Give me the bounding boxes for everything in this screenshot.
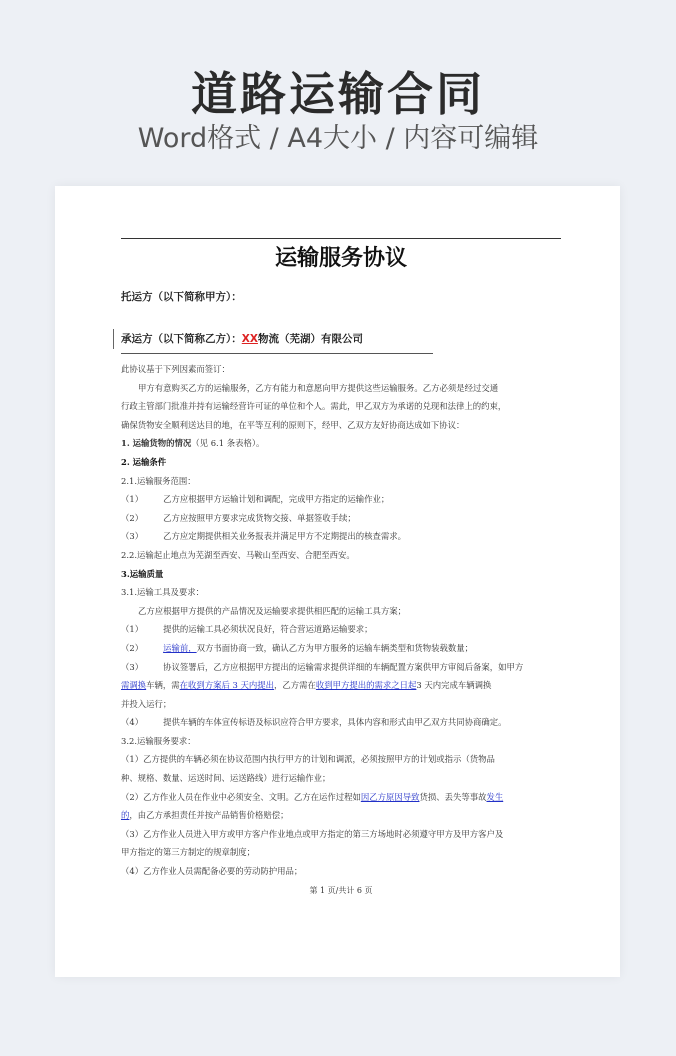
paragraph-line: 2.1.运输服务范围： (121, 475, 196, 486)
list-item (121, 509, 561, 528)
text-run: 需 (171, 680, 180, 691)
text-run: 3 天内完成车辆调换 (416, 680, 492, 691)
paragraph-line: 确保货物安全顺利送达目的地，在平等互利的原则下，经甲、乙双方友好协商达成如下协议： (121, 419, 465, 430)
list-item (121, 620, 561, 639)
text-run: 货损、丢失等事故 (419, 791, 487, 802)
list-text: 协议签署后，乙方应根据甲方提出的运输需求提供详细的车辆配置方案供甲方审阅后备案，如甲方 (163, 661, 524, 672)
paragraph-line (121, 788, 561, 807)
list-number: （2） (121, 642, 144, 653)
text-run: 车辆， (146, 680, 172, 691)
document-title: 运输服务协议 (274, 246, 407, 271)
document-body (121, 238, 561, 896)
paragraph-line: 并投入运行； (121, 698, 172, 709)
list-item (121, 527, 561, 546)
list-number: （3） (121, 531, 144, 542)
text-run: ，由乙方承担责任并按产品销售价格赔偿； (129, 810, 289, 821)
paragraph-line: （1）乙方提供的车辆必须在协议范围内执行甲方的计划和调派，必须按照甲方的计划或指示（货物品 (121, 754, 495, 765)
tracked-change: 运输前， (163, 642, 197, 653)
paragraph-line: 乙方应根据甲方提供的产品情况及运输要求提供相匹配的运输工具方案； (138, 605, 406, 616)
list-text: 提供车辆的车体宣传标语及标识应符合甲方要求，具体内容和形式由甲乙双方共同协商确定。 (163, 717, 507, 728)
list-item (121, 713, 561, 732)
list-text: 提供的运输工具必须状况良好，符合营运道路运输要求； (163, 624, 373, 635)
list-item (121, 658, 561, 677)
list-number: （1） (121, 624, 144, 635)
text-run: ，乙方需在 (274, 680, 316, 691)
document-page (55, 186, 620, 977)
list-text: 乙方应定期提供相关业务报表并满足甲方不定期提出的核查需求。 (163, 531, 406, 542)
tracked-change: 收到甲方提出的需求之日起 (315, 680, 417, 691)
paragraph-line (121, 676, 561, 695)
paragraph-line: 种、规格、数量、运送时间、运送路线）进行运输作业； (121, 773, 331, 784)
tracked-change: 的 (121, 810, 130, 821)
paragraph-line: 3.1.运输工具及要求： (121, 587, 204, 598)
paragraph-line: 此协议基于下列因素而签订： (121, 364, 230, 374)
carrier-line (121, 332, 561, 346)
paragraph-line (121, 806, 561, 825)
page-footer: 第 1 页/共计 6 页 (309, 885, 373, 895)
page-title: 道路运输合同 (191, 67, 485, 121)
heading-note: （见 6.1 条表格）。 (191, 438, 265, 449)
list-number: （4） (121, 717, 144, 728)
paragraph-line: （3）乙方作业人员进入甲方或甲方客户作业地点或甲方指定的第三方场地时必须遵守甲方及甲方客户及 (121, 828, 504, 839)
carrier-highlight: XX (241, 333, 258, 345)
paragraph-line: 甲方指定的第三方制定的规章制度； (121, 847, 255, 858)
paragraph-line: 甲方有意购买乙方的运输服务，乙方有能力和意愿向甲方提供这些运输服务。乙方必须是经过交通 (138, 382, 499, 393)
tracked-change: 在收到方案后 3 天内提出 (179, 680, 275, 691)
list-item (121, 490, 561, 509)
text-cursor (113, 329, 114, 349)
list-number: （3） (121, 661, 144, 672)
carrier-underline (121, 353, 433, 354)
carrier-suffix: 物流（芜湖）有限公司 (257, 333, 363, 345)
paragraph-line: 3.2.运输服务要求： (121, 735, 196, 746)
heading-text: 1. 运输货物的情况 (121, 438, 192, 449)
section-heading (121, 434, 561, 453)
section-heading: 2. 运输条件 (121, 456, 167, 467)
carrier-prefix: 承运方（以下简称乙方）： (121, 333, 242, 345)
list-number: （1） (121, 494, 144, 505)
list-number: （2） (121, 512, 144, 523)
tracked-change: 因乙方原因导致 (360, 791, 420, 802)
paragraph-line: 行政主管部门批准并持有运输经营许可证的单位和个人。需此，甲乙双方为承诺的兑现和法律上的约束， (121, 401, 507, 412)
page-subtitle: Word格式 / A4大小 / 内容可编辑 (137, 123, 539, 154)
list-text: 乙方应根据甲方运输计划和调配，完成甲方指定的运输作业； (163, 494, 390, 505)
paragraph-line: （4）乙方作业人员需配备必要的劳动防护用品； (121, 866, 303, 877)
tracked-change: 需调换 (121, 680, 147, 691)
text-run: （2）乙方作业人员在作业中必须安全、文明。乙方在运作过程如 (121, 791, 361, 802)
paragraph-line: 2.2.运输起止地点为芜湖至西安、马鞍山至西安、合肥至西安。 (121, 549, 355, 560)
consignor-line: 托运方（以下简称甲方）： (121, 291, 242, 303)
list-text: 双方书面协商一致，确认乙方为甲方服务的运输车辆类型和货物装载数量； (196, 642, 473, 653)
section-heading: 3.运输质量 (121, 568, 164, 579)
list-text: 乙方应按照甲方要求完成货物交接、单据签收手续； (163, 512, 356, 523)
header-rule (121, 238, 561, 239)
tracked-change: 发生 (486, 791, 504, 802)
list-item (121, 639, 561, 658)
